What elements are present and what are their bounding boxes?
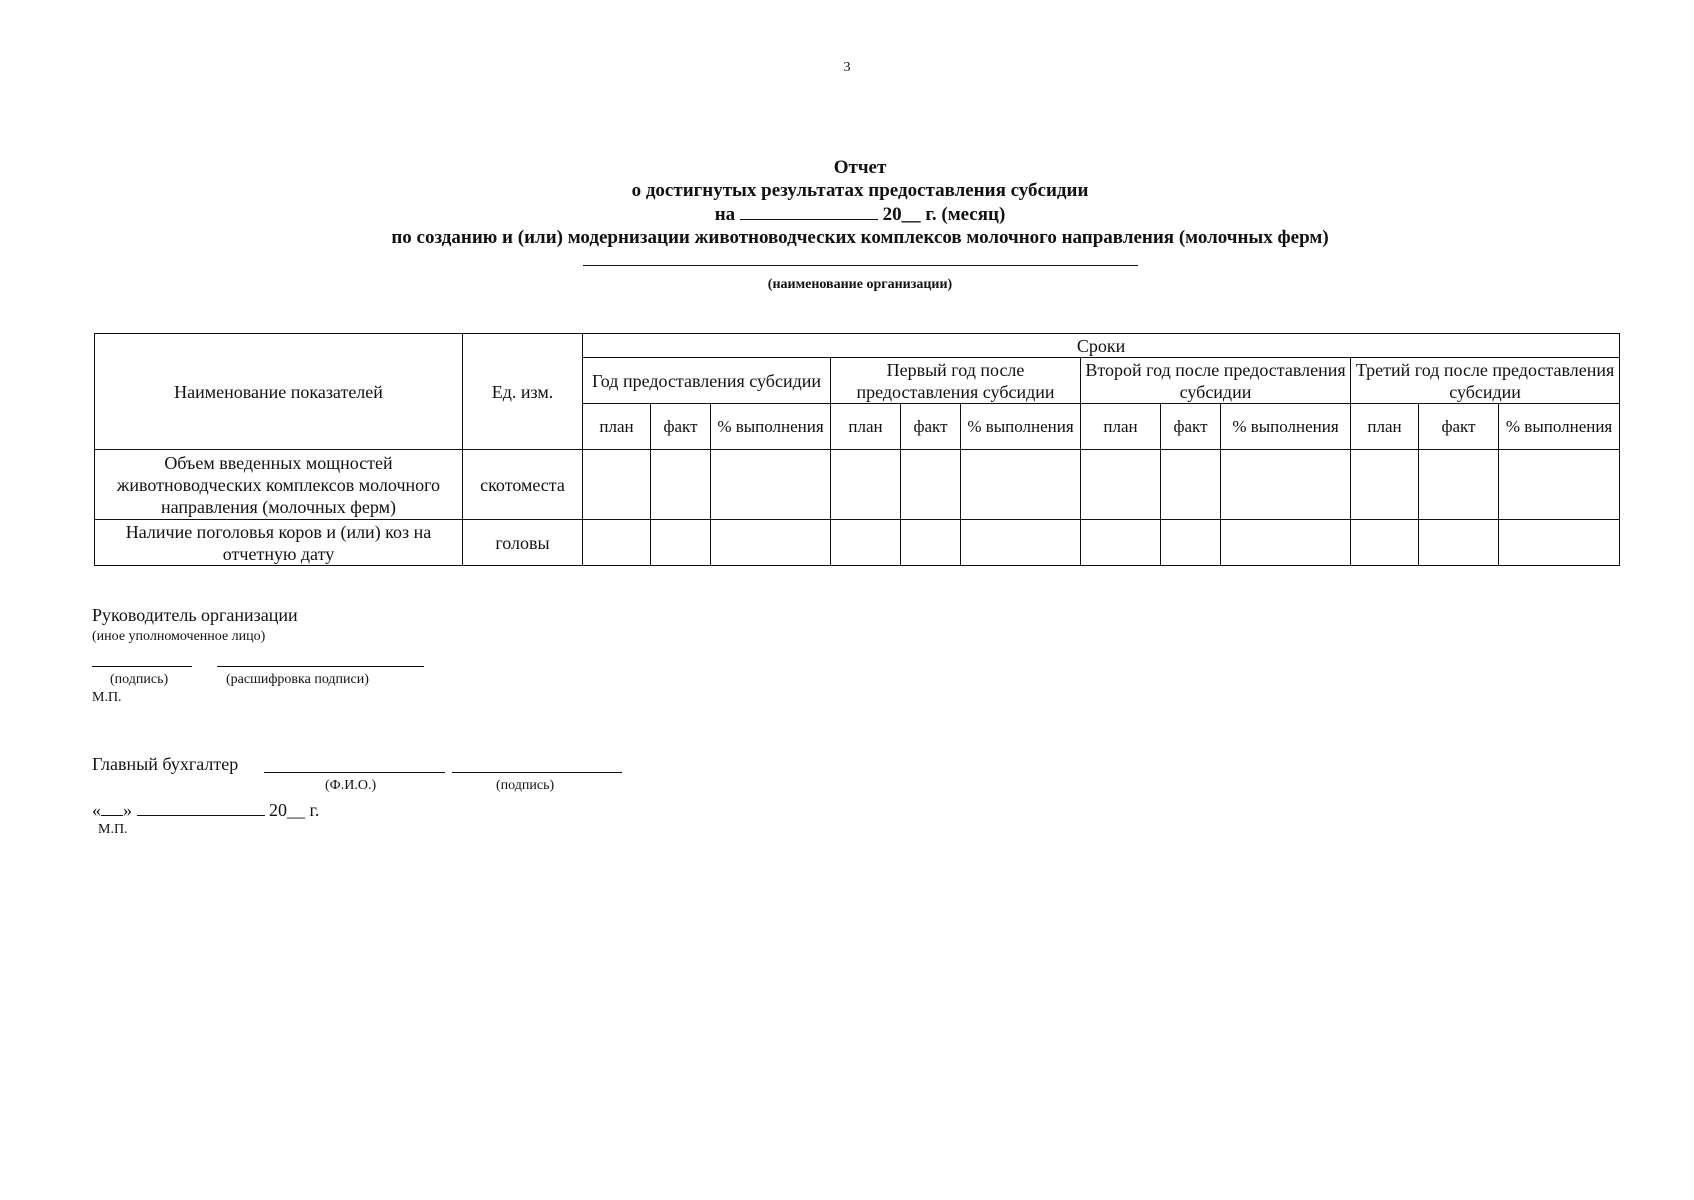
data-cell xyxy=(1419,520,1499,566)
data-cell xyxy=(651,520,711,566)
data-cell xyxy=(961,520,1081,566)
data-cell xyxy=(831,520,901,566)
accountant-signature-line[interactable] xyxy=(452,772,622,773)
report-title: Отчет xyxy=(833,157,887,178)
data-cell xyxy=(583,520,651,566)
data-cell xyxy=(583,450,651,520)
table-row xyxy=(95,450,1620,520)
header-fact: факт xyxy=(651,404,711,450)
decoding-caption: (расшифровка подписи) xyxy=(226,672,369,687)
head-signature-line[interactable] xyxy=(92,666,192,667)
page-number: 3 xyxy=(843,60,851,75)
header-plan: план xyxy=(831,404,901,450)
data-cell xyxy=(651,450,711,520)
header-terms: Сроки xyxy=(583,334,1620,358)
data-cell xyxy=(961,450,1081,520)
accountant-fio-line[interactable] xyxy=(264,772,445,773)
data-cell xyxy=(901,520,961,566)
header-fact: факт xyxy=(901,404,961,450)
data-cell xyxy=(831,450,901,520)
report-title-block xyxy=(300,156,1420,294)
date-blank xyxy=(740,202,878,220)
header-plan: план xyxy=(1081,404,1161,450)
header-plan: план xyxy=(583,404,651,450)
header-pct: % выполнения xyxy=(1499,404,1620,450)
header-period-0: Год предоставления субсидии xyxy=(583,358,831,404)
data-cell xyxy=(1161,450,1221,520)
row-indicator-name: Объем введенных мощностей животноводческих комплексов молочного направления (молочных ферм) xyxy=(95,450,463,520)
data-cell xyxy=(711,450,831,520)
header-pct: % выполнения xyxy=(961,404,1081,450)
data-cell xyxy=(1221,520,1351,566)
date-day-blank[interactable] xyxy=(101,798,123,816)
row-unit: скотоместа xyxy=(463,450,583,520)
report-subtitle: о достигнутых результатах предоставления субсидии xyxy=(631,180,1089,201)
data-cell xyxy=(711,520,831,566)
data-cell xyxy=(1081,450,1161,520)
header-unit: Ед. изм. xyxy=(463,334,583,450)
org-name-caption: (наименование организации) xyxy=(767,277,953,292)
chief-accountant-label: Главный бухгалтер xyxy=(92,754,239,774)
data-cell xyxy=(1499,520,1620,566)
header-fact: факт xyxy=(1419,404,1499,450)
data-cell xyxy=(901,450,961,520)
org-name-line xyxy=(583,265,1138,266)
data-cell xyxy=(1351,450,1419,520)
date-open-quote: « xyxy=(92,800,101,820)
header-pct: % выполнения xyxy=(711,404,831,450)
date-year: 20__ г. (месяц) xyxy=(882,204,1006,225)
table-row xyxy=(95,520,1620,566)
report-table xyxy=(94,333,1620,566)
header-plan: план xyxy=(1351,404,1419,450)
row-indicator-name: Наличие поголовья коров и (или) коз на отчетную дату xyxy=(95,520,463,566)
head-decoding-line[interactable] xyxy=(217,666,424,667)
header-indicator: Наименование показателей xyxy=(95,334,463,450)
header-fact: факт xyxy=(1161,404,1221,450)
head-alt-caption: (иное уполномоченное лицо) xyxy=(92,629,266,644)
date-month-blank[interactable] xyxy=(137,798,265,816)
data-cell xyxy=(1499,450,1620,520)
signature-caption: (подпись) xyxy=(110,672,169,687)
data-cell xyxy=(1221,450,1351,520)
header-period-3: Третий год после предоставления субсидии xyxy=(1351,358,1620,404)
stamp-label: М.П. xyxy=(92,690,122,705)
stamp-label-2: М.П. xyxy=(98,822,128,837)
header-period-1: Первый год после предоставления субсидии xyxy=(831,358,1081,404)
data-cell xyxy=(1419,450,1499,520)
report-date-line xyxy=(300,202,1420,226)
report-purpose: по созданию и (или) модернизации животноводческих комплексов молочного направления (молочных ферм) xyxy=(391,227,1329,248)
fio-caption: (Ф.И.О.) xyxy=(325,778,377,793)
head-title: Руководитель организации xyxy=(92,605,298,625)
data-cell xyxy=(1081,520,1161,566)
row-unit: головы xyxy=(463,520,583,566)
date-year-text: 20__ г. xyxy=(269,800,320,820)
header-period-2: Второй год после предоставления субсидии xyxy=(1081,358,1351,404)
date-prefix: на xyxy=(714,204,736,225)
date-close-quote: » xyxy=(123,800,132,820)
header-pct: % выполнения xyxy=(1221,404,1351,450)
data-cell xyxy=(1161,520,1221,566)
data-cell xyxy=(1351,520,1419,566)
signature-caption-2: (подпись) xyxy=(496,778,555,793)
date-line xyxy=(92,798,319,821)
